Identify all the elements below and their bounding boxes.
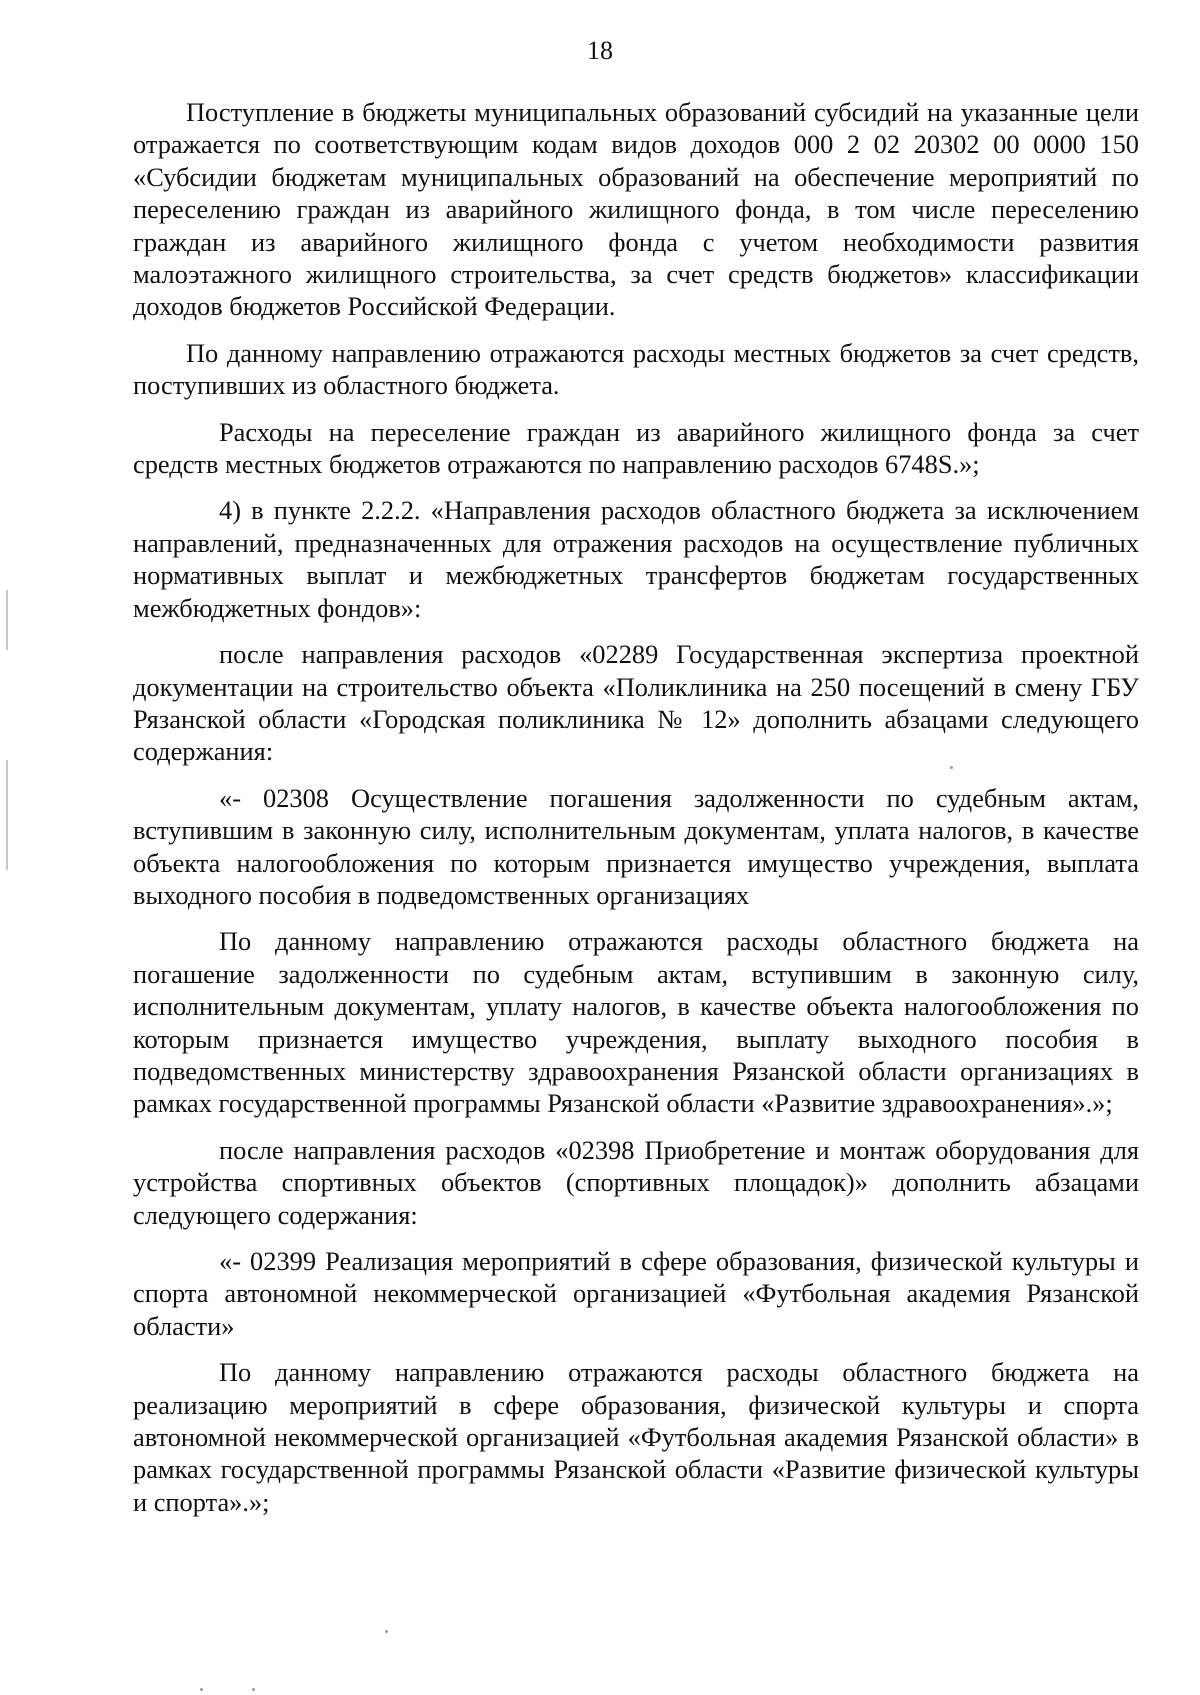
paragraph-code-02308: «- 02308 Осуществление погашения задолженности по судебным актам, вступившим в законную силу, исполнительным документам, уплата налогов, в качестве объекта налогообложения по которым признается имущество учреждения, выплата выходного пособия в подведомственных организациях	[133, 782, 1139, 910]
paragraph-after-02398: после направления расходов «02398 Приобретение и монтаж оборудования для устройства спортивных объектов (спортивных площадок)» дополнить абзацами следующего содержания:	[133, 1134, 1139, 1230]
paragraph-local-budget-expenses: По данному направлению отражаются расходы местных бюджетов за счет средств, поступивших из областного бюджета.	[133, 337, 1139, 401]
paragraph-after-02289: после направления расходов «02289 Государственная экспертиза проектной документации на строительство объекта «Поликлиника на 250 посещений в смену ГБУ Рязанской области «Городская поликлиника № 12» дополнить абзацами следующего содержания:	[133, 639, 1139, 767]
paragraph-code-02399: «- 02399 Реализация мероприятий в сфере образования, физической культуры и спорта автономной некоммерческой организацией «Футбольная академия Рязанской области»	[133, 1246, 1139, 1341]
document-body	[133, 96, 1139, 1532]
scan-speck	[252, 1688, 255, 1691]
scan-margin-mark	[6, 590, 8, 650]
scan-speck	[200, 1688, 203, 1691]
scan-speck	[950, 766, 953, 769]
page-number: 18	[587, 36, 613, 65]
paragraph-subsidies-income: Поступление в бюджеты муниципальных образований субсидий на указанные цели отражается по соответствующим кодам видов доходов 000 2 02 20302 00 0000 150 «Субсидии бюджетам муниципальных образований на обеспечение мероприятий по переселению граждан из аварийного жилищного фонда, в том числе переселению граждан из аварийного жилищного фонда с учетом необходимости развития малоэтажного жилищного строительства, за счет средств бюджетов» классификации доходов бюджетов Российской Федерации.	[133, 97, 1139, 322]
scan-margin-mark	[6, 760, 8, 870]
scan-speck	[385, 1630, 388, 1633]
paragraph-item-4: 4) в пункте 2.2.2. «Направления расходов областного бюджета за исключением направлений, предназначенных для отражения расходов на осуществление публичных нормативных выплат и межбюджетных трансфертов бюджетам государственных межбюджетных фондов»:	[133, 495, 1139, 623]
paragraph-02399-description: По данному направлению отражаются расходы областного бюджета на реализацию мероприятий в сфере образования, физической культуры и спорта автономной некоммерческой организацией «Футбольная академия Рязанской области» в рамках государственной программы Рязанской области «Развитие физической культуры и спорта».»;	[133, 1357, 1139, 1517]
paragraph-resettlement-expenses: Расходы на переселение граждан из аварийного жилищного фонда за счет средств местных бюджетов отражаются по направлению расходов 6748S.»;	[133, 416, 1139, 480]
paragraph-02308-description: По данному направлению отражаются расходы областного бюджета на погашение задолженности по судебным актам, вступившим в законную силу, исполнительным документам, уплату налогов, в качестве объекта налогообложения по которым признается имущество учреждения, выплату выходного пособия в подведомственных министерству здравоохранения Рязанской области организациях в рамках государственной программы Рязанской области «Развитие здравоохранения».»;	[133, 926, 1139, 1119]
